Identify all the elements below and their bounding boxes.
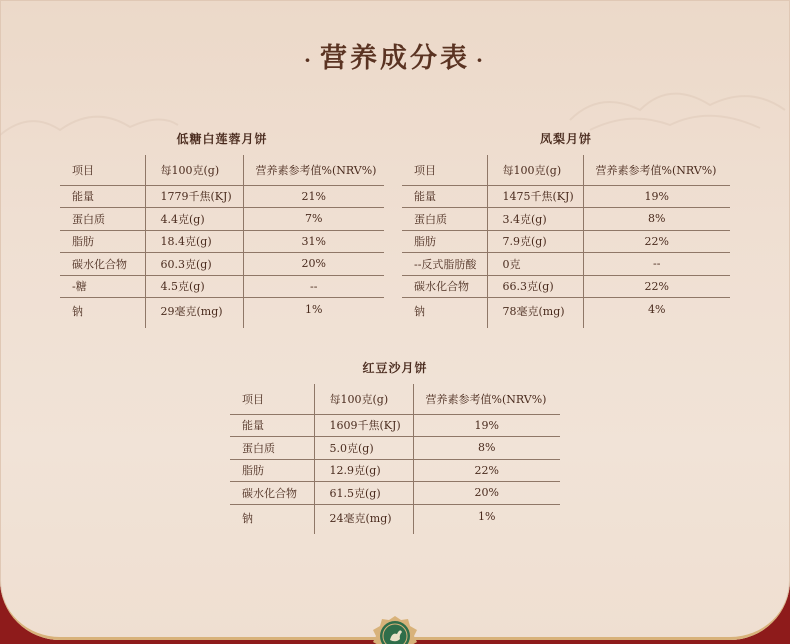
nutrition-table-pineapple: [402, 155, 730, 328]
table-row: [230, 504, 560, 534]
table-row: [402, 208, 730, 231]
table-row: [60, 208, 384, 231]
row-nrv: --: [583, 253, 730, 276]
table-row: [230, 459, 560, 482]
row-nrv: 22%: [583, 230, 730, 253]
header-nrv: 营养素参考值%(NRV%): [413, 384, 560, 414]
row-item: 蛋白质: [60, 208, 145, 231]
row-value: 66.3克(g): [487, 275, 583, 298]
header-item: 项目: [230, 384, 314, 414]
table-row: [60, 230, 384, 253]
row-value: 7.9克(g): [487, 230, 583, 253]
row-nrv: 8%: [413, 437, 560, 460]
row-nrv: 1%: [243, 298, 384, 328]
row-value: 0克: [487, 253, 583, 276]
rabbit-emblem-icon: [370, 614, 420, 644]
table-header-row: [230, 384, 560, 414]
row-item: 碳水化合物: [402, 275, 487, 298]
nutrition-table-red-bean: [230, 384, 560, 534]
table-caption-red-bean: 红豆沙月饼: [362, 361, 428, 375]
row-nrv: --: [243, 275, 384, 298]
row-value: 4.5克(g): [145, 275, 243, 298]
table-caption-pineapple: 凤梨月饼: [539, 132, 592, 146]
header-per100: 每100克(g): [145, 155, 243, 185]
row-nrv: 7%: [243, 208, 384, 231]
row-value: 4.4克(g): [145, 208, 243, 231]
row-value: 18.4克(g): [145, 230, 243, 253]
row-item: 脂肪: [60, 230, 145, 253]
row-item: 能量: [60, 185, 145, 208]
row-value: 24毫克(mg): [314, 504, 413, 534]
header-nrv: 营养素参考值%(NRV%): [243, 155, 384, 185]
row-nrv: 8%: [583, 208, 730, 231]
header-per100: 每100克(g): [487, 155, 583, 185]
row-value: 60.3克(g): [145, 253, 243, 276]
row-value: 1779千焦(KJ): [145, 185, 243, 208]
table-header-row: [402, 155, 730, 185]
header-nrv: 营养素参考值%(NRV%): [583, 155, 730, 185]
row-item: 钠: [414, 305, 425, 318]
header-item: 项目: [402, 155, 487, 185]
row-item: 蛋白质: [230, 437, 314, 460]
page-title: [0, 36, 790, 75]
table-row: [402, 298, 730, 328]
table-row: [60, 185, 384, 208]
row-nrv: 20%: [413, 482, 560, 505]
table-row: [402, 253, 730, 276]
nutrition-table-low-sugar-lotus: [60, 155, 384, 328]
table-row: [60, 298, 384, 328]
row-value: 1475千焦(KJ): [487, 185, 583, 208]
table-row: [230, 482, 560, 505]
row-value: 61.5克(g): [314, 482, 413, 505]
header-item: 项目: [60, 155, 145, 185]
table-header-row: [60, 155, 384, 185]
row-nrv: 1%: [413, 504, 560, 534]
row-value: 1609千焦(KJ): [314, 414, 413, 437]
table-row: [230, 414, 560, 437]
row-value: 78毫克(mg): [487, 298, 583, 328]
row-nrv: 22%: [583, 275, 730, 298]
row-nrv: 22%: [413, 459, 560, 482]
table-caption-low-sugar-lotus: 低糖白莲蓉月饼: [176, 132, 268, 146]
table-row: [60, 253, 384, 276]
table-row: [230, 437, 560, 460]
row-value: 5.0克(g): [314, 437, 413, 460]
row-item: 脂肪: [402, 230, 487, 253]
row-item: 能量: [230, 414, 314, 437]
row-item: 钠: [72, 305, 83, 318]
title-text: 营养成分表: [320, 43, 470, 74]
title-dot-right: ·: [476, 47, 486, 72]
table-row: [402, 275, 730, 298]
row-item: 能量: [402, 185, 487, 208]
row-value: 3.4克(g): [487, 208, 583, 231]
row-nrv: 4%: [583, 298, 730, 328]
row-value: 12.9克(g): [314, 459, 413, 482]
row-nrv: 19%: [413, 414, 560, 437]
row-item: --反式脂肪酸: [402, 253, 487, 276]
row-item: 脂肪: [230, 459, 314, 482]
row-value: 29毫克(mg): [145, 298, 243, 328]
row-nrv: 20%: [243, 253, 384, 276]
title-dot-left: ·: [304, 47, 314, 72]
row-nrv: 21%: [243, 185, 384, 208]
row-item: 钠: [242, 511, 253, 525]
row-item: 碳水化合物: [230, 482, 314, 505]
table-row: [60, 275, 384, 298]
header-per100: 每100克(g): [314, 384, 413, 414]
table-row: [402, 230, 730, 253]
row-nrv: 31%: [243, 230, 384, 253]
row-item: 碳水化合物: [60, 253, 145, 276]
table-row: [402, 185, 730, 208]
row-item: -糖: [60, 275, 145, 298]
row-item: 蛋白质: [402, 208, 487, 231]
row-nrv: 19%: [583, 185, 730, 208]
